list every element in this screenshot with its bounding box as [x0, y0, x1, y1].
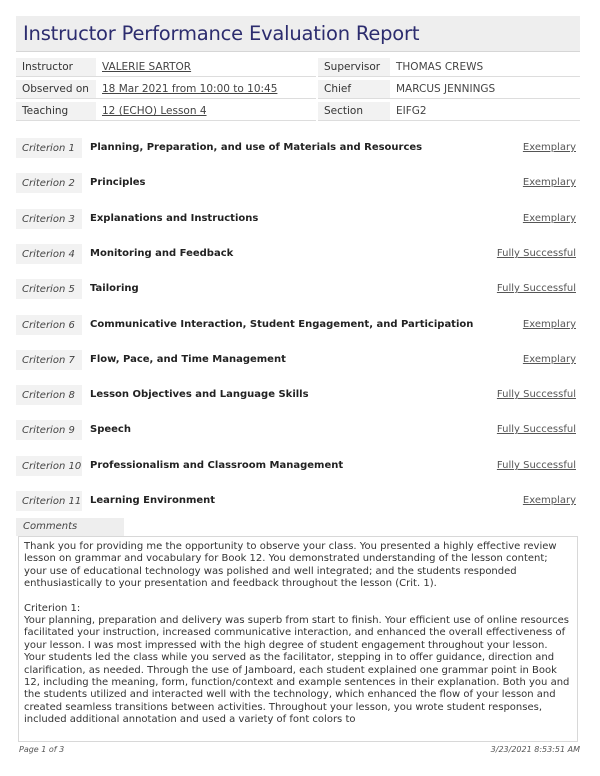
info-row-instructor	[16, 58, 580, 77]
criterion-row	[16, 173, 580, 193]
criterion-title: Professionalism and Classroom Management	[90, 460, 344, 471]
criterion-rating-link[interactable]: Exemplary	[522, 142, 576, 153]
criterion-title: Principles	[90, 177, 146, 188]
criterion-label: Criterion 6	[16, 315, 82, 335]
observed-label: Observed on	[16, 80, 96, 99]
comments-label: Comments	[16, 518, 124, 536]
criterion-row	[16, 491, 580, 511]
chief-value: MARCUS JENNINGS	[390, 80, 580, 99]
comments-paragraph-1: Thank you for providing me the opportunity to observe your class. You presented a highly effective review lesson on grammar and vocabulary for Book 12. You demonstrated understanding of the lesson content; your use of educational technology was polished and well integrated; and the students responded enthusiastically to your presentation and feedback throughout the lesson (Crit. 1).	[24, 541, 557, 590]
criterion-rating-link[interactable]: Fully Successful	[496, 389, 576, 400]
chief-label: Chief	[318, 80, 390, 99]
observed-value[interactable]: 18 Mar 2021 from 10:00 to 10:45	[96, 80, 316, 99]
criterion-rating-link[interactable]: Exemplary	[522, 213, 576, 224]
criterion-row	[16, 420, 580, 440]
criterion-rating-link[interactable]: Exemplary	[522, 495, 576, 506]
criterion-rating-link[interactable]: Exemplary	[522, 319, 576, 330]
criterion-label: Criterion 4	[16, 244, 82, 264]
criterion-title: Learning Environment	[90, 495, 216, 506]
criterion-label: Criterion 3	[16, 209, 82, 229]
criterion-title: Explanations and Instructions	[90, 213, 259, 224]
teaching-label: Teaching	[16, 102, 96, 121]
criterion-label: Criterion 7	[16, 350, 82, 370]
section-value: EIFG2	[390, 102, 580, 121]
criterion-row	[16, 138, 580, 158]
criterion-title: Monitoring and Feedback	[90, 248, 234, 259]
criterion-rating-link[interactable]: Fully Successful	[496, 283, 576, 294]
report-header	[16, 16, 580, 52]
criterion-rating-link[interactable]: Exemplary	[522, 354, 576, 365]
criterion-rating-link[interactable]: Fully Successful	[496, 424, 576, 435]
criterion-label: Criterion 10	[16, 456, 82, 476]
criterion-title: Tailoring	[90, 283, 139, 294]
criterion-title: Communicative Interaction, Student Engagement, and Participation	[90, 319, 474, 330]
criterion-label: Criterion 5	[16, 279, 82, 299]
criterion-label: Criterion 11	[16, 491, 82, 511]
supervisor-value: THOMAS CREWS	[390, 58, 580, 77]
comments-paragraph-2: Criterion 1: Your planning, preparation and delivery was superb from start to finish. Your efficient use of online resources facilitated your instruction, increased communicative interaction, and enhanced the overall effectiveness of your lesson. I was most impressed with the high degree of student engagement throughout your lesson. Your students led the class while you served as the facilitator, stepping in to offer guidance, direction and clarification, as needed. Through the use of Jamboard, each student explained one grammar point in Book 12, including the meaning, form, function/context and example sentences in their explanation. Both you and the students utilized and interacted well with the technology, which enhanced the flow of your lesson and created seamless transitions between activities. Throughout your lesson, you wrote student responses, included additional annotation and used a variety of font colors to	[24, 602, 570, 726]
criterion-rating-link[interactable]: Exemplary	[522, 177, 576, 188]
teaching-value[interactable]: 12 (ECHO) Lesson 4	[96, 102, 316, 121]
criterion-title: Planning, Preparation, and use of Materials and Resources	[90, 142, 423, 153]
print-timestamp: 3/23/2021 8:53:51 AM	[490, 745, 580, 754]
criterion-label: Criterion 1	[16, 138, 82, 158]
section-label: Section	[318, 102, 390, 121]
supervisor-label: Supervisor	[318, 58, 390, 77]
instructor-label: Instructor	[16, 58, 96, 77]
page-number: Page 1 of 3	[19, 745, 65, 754]
criterion-title: Speech	[90, 424, 131, 435]
criterion-row	[16, 279, 580, 299]
criterion-label: Criterion 9	[16, 420, 82, 440]
criterion-row	[16, 315, 580, 335]
criterion-title: Lesson Objectives and Language Skills	[90, 389, 309, 400]
criterion-row	[16, 350, 580, 370]
criterion-row	[16, 456, 580, 476]
criterion-row	[16, 385, 580, 405]
report-title: Instructor Performance Evaluation Report	[23, 22, 420, 45]
info-row-teaching	[16, 102, 580, 121]
criterion-title: Flow, Pace, and Time Management	[90, 354, 286, 365]
criterion-rating-link[interactable]: Fully Successful	[496, 460, 576, 471]
info-row-observed	[16, 80, 580, 99]
comments-box	[18, 536, 578, 742]
criterion-label: Criterion 2	[16, 173, 82, 193]
criterion-row	[16, 209, 580, 229]
criterion-label: Criterion 8	[16, 385, 82, 405]
instructor-value[interactable]: VALERIE SARTOR	[96, 58, 316, 77]
criterion-row	[16, 244, 580, 264]
criterion-rating-link[interactable]: Fully Successful	[496, 248, 576, 259]
